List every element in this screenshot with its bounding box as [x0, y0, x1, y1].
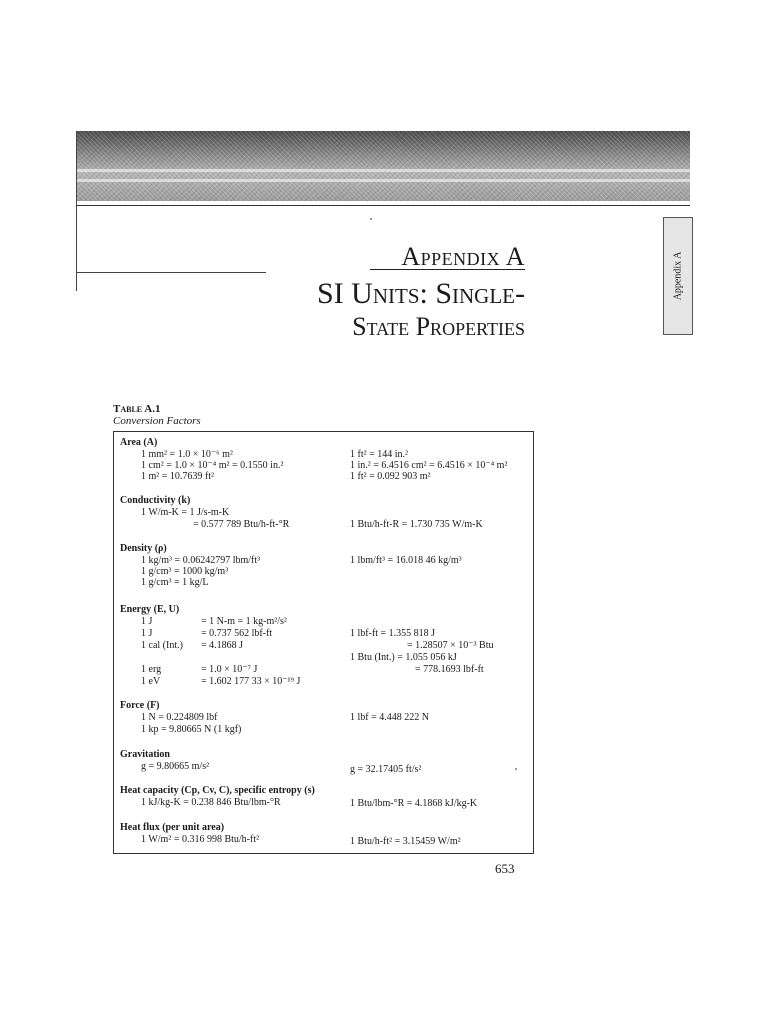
section-heading-conductivity: Conductivity (k) [120, 495, 191, 506]
section-heading-energy: Energy (E, U) [120, 604, 180, 615]
table-cell: 1 kJ/kg-K = 0.238 846 Btu/lbm-°R [141, 797, 281, 808]
side-tab-label: Appendix A [672, 251, 684, 301]
table-cell: = 778.1693 lbf-ft [415, 664, 484, 675]
table-cell: 1 kg/m³ = 0.06242797 lbm/ft³ [141, 555, 261, 566]
section-heading-gravitation: Gravitation [120, 749, 170, 760]
title-underline [370, 269, 525, 270]
left-margin-rule [76, 131, 77, 291]
table-cell: 1 g/cm³ = 1 kg/L [141, 577, 209, 588]
table-cell: 1 ft² = 144 in.² [350, 449, 409, 460]
title-left-rule [76, 272, 266, 273]
page-number: 653 [495, 861, 515, 876]
table-cell: 1 g/cm³ = 1000 kg/m³ [141, 566, 229, 577]
table-cell: 1 N = 0.224809 lbf [141, 712, 218, 723]
band-stripe [76, 179, 690, 182]
section-heading-heat-flux: Heat flux (per unit area) [120, 822, 225, 833]
title-line-2: SI Units: Single- [317, 277, 525, 310]
table-cell: 1 in.² = 6.4516 cm² = 6.4516 × 10⁻⁴ m² [350, 460, 508, 471]
table-cell: = 0.737 562 lbf-ft [201, 628, 273, 639]
table-cell: = 1.0 × 10⁻⁷ J [201, 664, 258, 675]
table-cell: 1 kp = 9.80665 N (1 kgf) [141, 724, 242, 735]
table-cell: 1 Btu/h-ft-R = 1.730 735 W/m-K [350, 519, 483, 530]
table-cell: = 0.577 789 Btu/h-ft-°R [193, 519, 290, 530]
table-cell: 1 lbm/ft³ = 16.018 46 kg/m³ [350, 555, 462, 566]
appendix-title-text: Appendix A [401, 242, 525, 271]
table-cell: 1 mm² = 1.0 × 10⁻⁶ m² [141, 449, 233, 460]
band-stripe [76, 169, 690, 172]
header-band [76, 131, 690, 201]
table-cell: 1 Btu/lbm-°R = 4.1868 kJ/kg-K [350, 798, 478, 809]
speck [370, 218, 372, 220]
conversion-table [113, 431, 534, 854]
table-cell: 1 J [141, 628, 153, 639]
section-heading-heat-capacity: Heat capacity (Cp, Cv, C), specific entropy (s) [120, 785, 315, 796]
table-cell: 1 lbf = 4.448 222 N [350, 712, 429, 723]
appendix-side-tab [663, 217, 693, 335]
table-cell: 1 W/m² = 0.316 998 Btu/h-ft² [141, 834, 260, 845]
table-label: Table A.1 [113, 403, 161, 415]
section-heading-force: Force (F) [120, 700, 160, 711]
table-cell: g = 9.80665 m/s² [141, 761, 210, 772]
section-heading-area: Area (A) [120, 437, 158, 448]
table-cell: g = 32.17405 ft/s² [350, 764, 422, 775]
table-cell: 1 erg [141, 664, 162, 675]
table-cell: = 4.1868 J [201, 640, 244, 651]
table-cell: = 1.28507 × 10⁻³ Btu [407, 640, 494, 651]
table-cell: 1 cal (Int.) [141, 640, 183, 651]
table-cell: 1 cm² = 1.0 × 10⁻⁴ m² = 0.1550 in.² [141, 460, 284, 471]
table-cell: = 1.602 177 33 × 10⁻¹⁹ J [201, 676, 301, 687]
table-cell: 1 lbf-ft = 1.355 818 J [350, 628, 436, 639]
table-cell: 1 Btu (Int.) = 1.055 056 kJ [350, 652, 457, 663]
appendix-title [260, 242, 525, 272]
title-line-3: State Properties [352, 312, 525, 341]
header-rule [76, 205, 690, 206]
table-cell: 1 ft² = 0.092 903 m² [350, 471, 431, 482]
section-heading-density: Density (ρ) [120, 543, 167, 554]
table-cell: 1 eV [141, 676, 161, 687]
table-cell: = 1 N-m = 1 kg-m²/s² [201, 616, 287, 627]
table-caption: Conversion Factors [113, 415, 201, 427]
table-cell: 1 m² = 10.7639 ft² [141, 471, 215, 482]
table-cell: 1 J [141, 616, 153, 627]
table-cell: 1 Btu/h-ft² = 3.15459 W/m² [350, 836, 461, 847]
table-cell: 1 W/m-K = 1 J/s-m-K [141, 507, 230, 518]
